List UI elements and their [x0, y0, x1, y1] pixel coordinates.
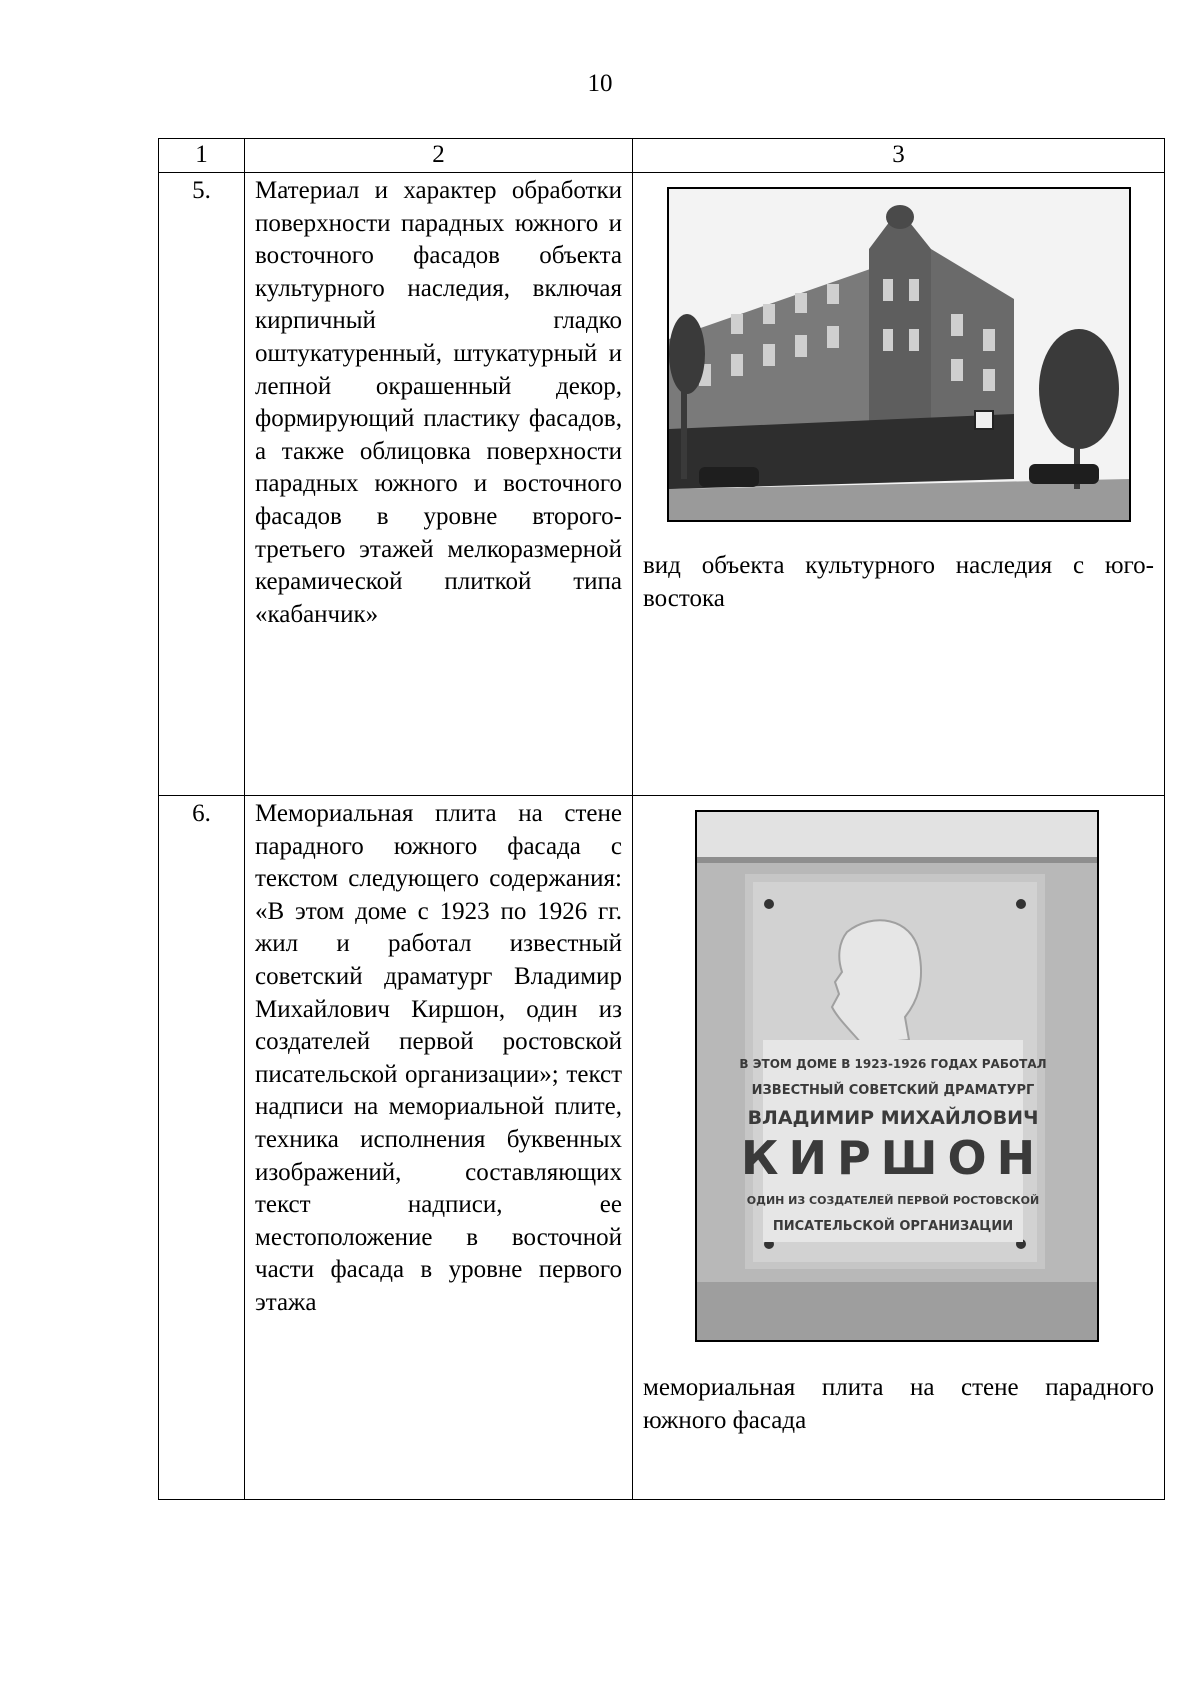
page-number: 10: [587, 70, 613, 97]
column-header: 2: [245, 139, 633, 173]
row-number: 6.: [159, 796, 245, 1500]
figure-caption: мемориальная плита на стене парадного южного фасада: [643, 1374, 1154, 1434]
building-photo-drawing: [669, 189, 1129, 520]
row-description: Мемориальная плита на стене парадного южного фасада с текстом следующего содержания: «В этом доме с 1923 по 1926 гг. жил и работал известный советский драматург Владимир Михайлович Киршон, один из создателей первой ростовской писательской организации»; текст надписи на мемориальной плите, техника исполнения буквенных изображений, составляющих текст надписи, ее местоположение в восточной части фасада в уровне первого этажа: [245, 796, 633, 1500]
row-figure-cell: [633, 796, 1165, 1500]
row-number: 5.: [159, 173, 245, 796]
table-header-row: [159, 139, 1165, 173]
plaque-text-line: КИРШОН: [740, 1131, 1046, 1185]
plaque-text-line: ВЛАДИМИР МИХАЙЛОВИЧ: [747, 1107, 1039, 1129]
plaque-text-line: ИЗВЕСТНЫЙ СОВЕТСКИЙ ДРАМАТУРГ: [751, 1083, 1035, 1098]
plaque-photo-drawing: [697, 812, 1097, 1340]
plaque-text-line: В ЭТОМ ДОМЕ В 1923-1926 ГОДАХ РАБОТАЛ: [739, 1057, 1047, 1071]
building-photo: [667, 187, 1131, 522]
figure-caption: вид объекта культурного наследия с юго-востока: [643, 552, 1154, 612]
table-row: [159, 796, 1165, 1500]
plaque-text-line: ПИСАТЕЛЬСКОЙ ОРГАНИЗАЦИИ: [772, 1219, 1014, 1234]
heritage-table: [158, 138, 1165, 1500]
column-header: 3: [633, 139, 1165, 173]
row-figure-cell: [633, 173, 1165, 796]
plaque-photo: [695, 810, 1099, 1342]
table-row: [159, 173, 1165, 796]
plaque-text-line: ОДИН ИЗ СОЗДАТЕЛЕЙ ПЕРВОЙ РОСТОВСКОЙ: [746, 1194, 1040, 1207]
column-header: 1: [159, 139, 245, 173]
row-description: Материал и характер обработки поверхности парадных южного и восточного фасадов объекта культурного наследия, включая кирпичный гладко оштукатуренный, штукатурный и лепной окрашенный декор, формирующий пластику фасадов, а также облицовка поверхности парадных южного и восточного фасадов в уровне второго-третьего этажей мелкоразмерной керамической плиткой типа «кабанчик»: [245, 173, 633, 796]
